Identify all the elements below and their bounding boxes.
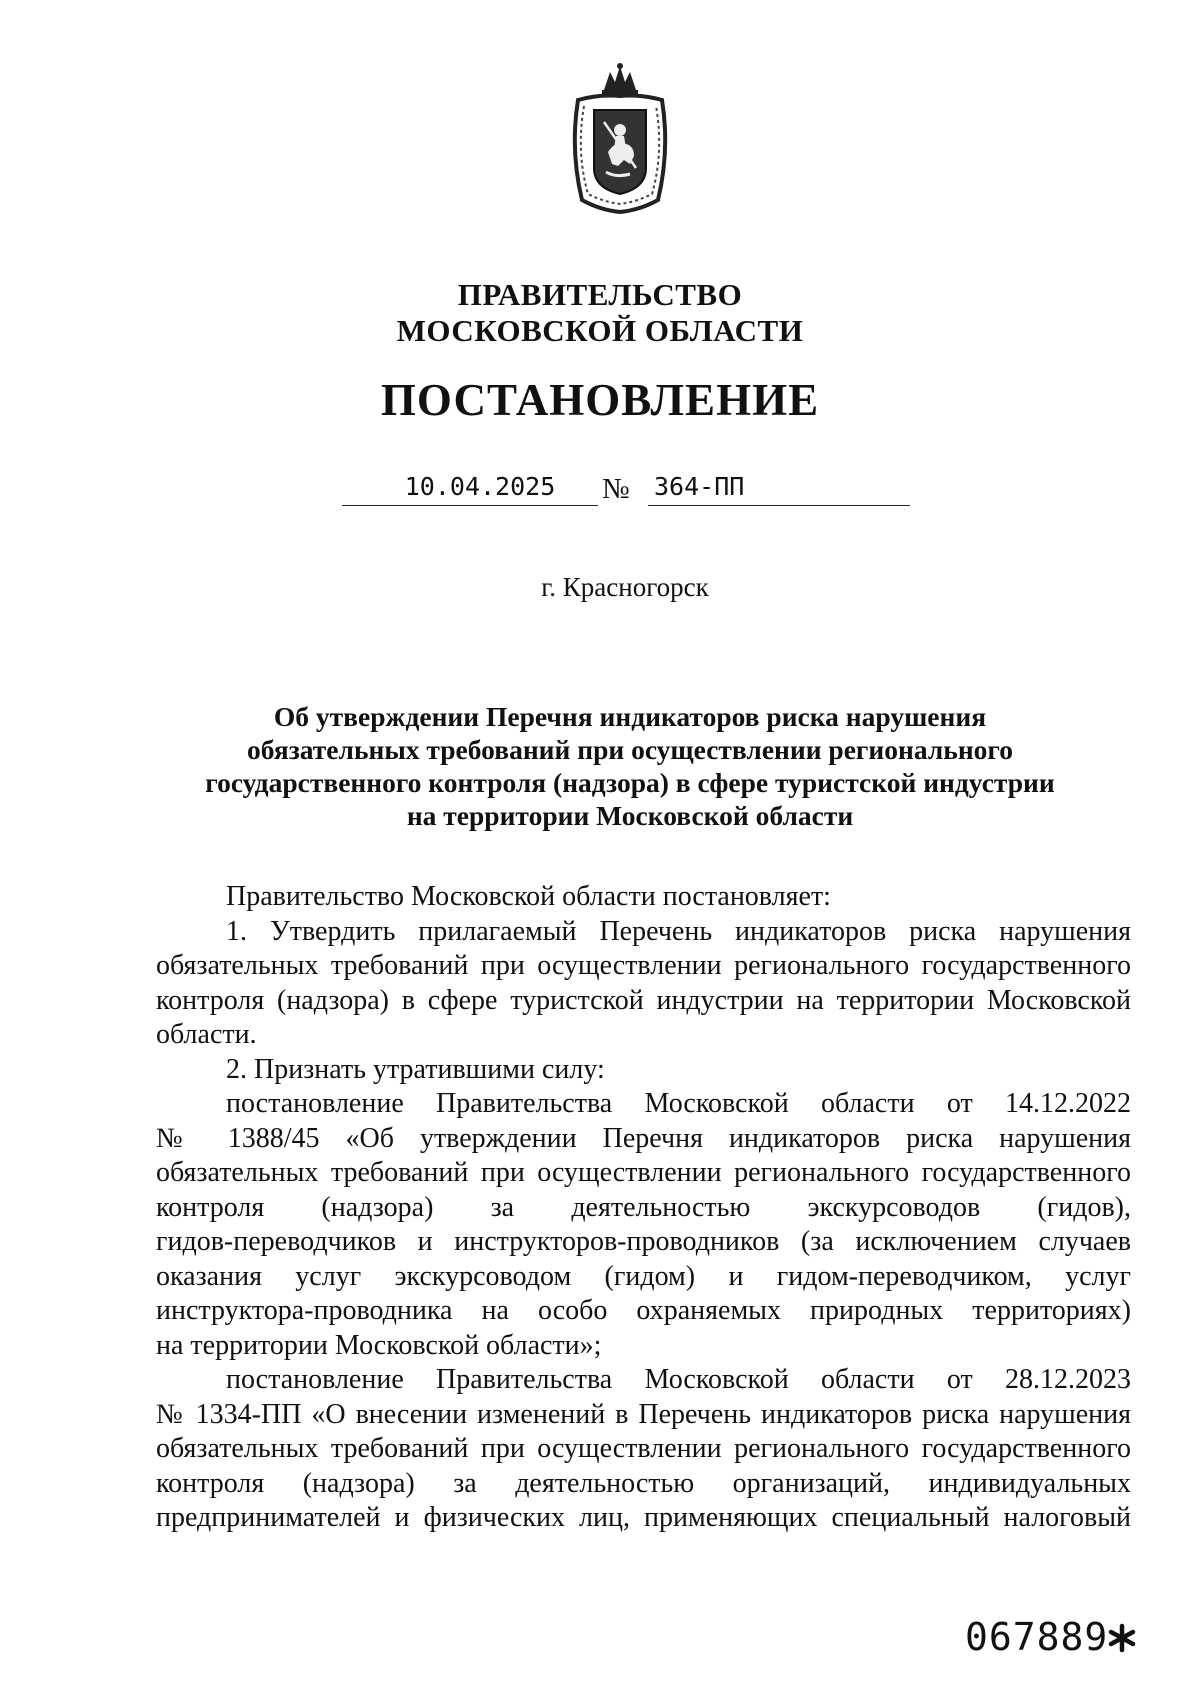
body-line: контроля (надзора) за деятельностью экскурсоводов (гидов), [156,1191,1131,1223]
body-line: контроля (надзора) за деятельностью организаций, индивидуальных [156,1467,1131,1499]
body-line: Правительство Московской области постановляет: [226,881,831,912]
title-line: на территории Московской области [406,800,854,831]
title-line: обязательных требований при осуществлении регионального [247,734,1013,765]
document-body [156,880,1131,1536]
asterisk-icon [1107,1620,1137,1656]
body-line: 2. Признать утратившими силу: [226,1053,605,1085]
body-line: постановление Правительства Московской области от 28.12.2023 [226,1364,1131,1395]
body-line: обязательных требований при осуществлении регионального государственного [156,1433,1131,1464]
org-name-line1: ПРАВИТЕЛЬСТВО [457,277,743,312]
document-id: 067889 [965,1615,1109,1659]
document-date: 10.04.2025 [342,470,598,506]
body-line: контроля (надзора) в сфере туристской индустрии на территории Московской [156,984,1131,1016]
body-line: инструктора-проводника на особо охраняемых природных территориях) [156,1295,1131,1326]
body-line: обязательных требований при осуществлении регионального государственного [156,950,1131,981]
coat-of-arms-icon [560,60,680,220]
title-line: государственного контроля (надзора) в сфере туристской индустрии [205,767,1055,798]
document-number: 364-ПП [648,470,910,506]
body-line: гидов-переводчиков и инструкторов-проводников (за исключением случаев [156,1226,1131,1257]
date-number-line [0,470,1200,510]
org-name-line2: МОСКОВСКОЙ ОБЛАСТИ [396,313,804,348]
body-line: области. [156,1019,257,1050]
document-title [160,700,1100,832]
body-line: на территории Московской области»; [156,1329,602,1361]
body-line: № 1388/45 «Об утверждении Перечня индикаторов риска нарушения [156,1122,1131,1154]
body-line: 1. Утвердить прилагаемый Перечень индикаторов риска нарушения [226,915,1131,947]
number-sign: № [602,473,630,505]
body-line: постановление Правительства Московской области от 14.12.2022 [226,1088,1131,1119]
title-line: Об утверждении Перечня индикаторов риска нарушения [273,701,987,732]
document-type: ПОСТАНОВЛЕНИЕ [380,375,820,425]
body-line: оказания услуг экскурсоводом (гидом) и гидом-переводчиком, услуг [156,1260,1131,1292]
body-line: обязательных требований при осуществлении регионального государственного [156,1157,1131,1188]
body-line: предпринимателей и физических лиц, применяющих специальный налоговый [156,1502,1131,1533]
body-line: № 1334-ПП «О внесении изменений в Перечень индикаторов риска нарушения [156,1398,1131,1430]
city: г. Красногорск [541,572,709,602]
